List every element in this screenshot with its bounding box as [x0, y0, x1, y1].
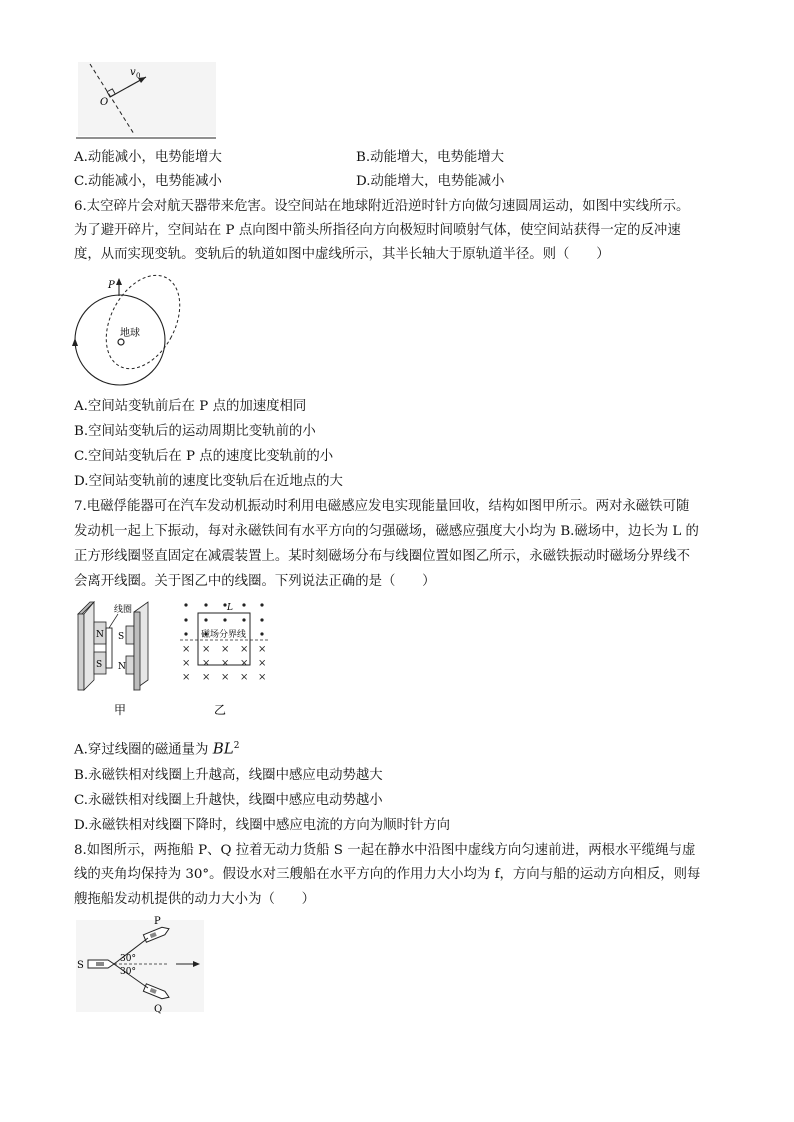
magnet-s1-label: S — [118, 632, 125, 642]
q5-option-b[interactable]: B.动能增大，电势能增大 — [356, 150, 505, 165]
svg-text:×: × — [202, 658, 211, 669]
q5-option-c[interactable]: C.动能减小，电势能减小 — [74, 174, 222, 189]
q8-stem-line-2: 线的夹角均保持为 30°。假设水对三艘船在水平方向的作用力大小均为 f，方向与船的运动方向相反，则每 — [74, 867, 701, 882]
svg-text:×: × — [182, 672, 191, 683]
q6-stem-line-1: 6.太空碎片会对航天器带来危害。设空间站在地球附近沿逆时针方向做匀速圆周运动，如图中实线所示。 — [74, 199, 690, 214]
earth-label: 地球 — [120, 328, 140, 339]
original-orbit — [75, 295, 165, 385]
figure-jia-caption: 甲 — [114, 703, 127, 717]
svg-text:×: × — [258, 658, 267, 669]
q6-stem-line-2: 为了避开碎片，空间站在 P 点向图中箭头所指径向方向极短时间喷射气体，使空间站获得一定的反冲速 — [74, 223, 681, 238]
boundary-label: 磁场分界线 — [201, 630, 247, 640]
v0-subscript: 0 — [136, 72, 141, 80]
angle-bottom-label: 30° — [120, 967, 136, 977]
magnet-n1-label: N — [96, 630, 104, 640]
svg-text:×: × — [240, 672, 249, 683]
svg-text:×: × — [240, 658, 249, 669]
point-p-label: P — [108, 280, 115, 291]
figure-jia-device — [72, 596, 172, 722]
svg-text:×: × — [221, 672, 230, 683]
q7-option-b[interactable]: B.永磁铁相对线圈上升越高，线圈中感应电动势越大 — [74, 768, 383, 783]
direction-arrow — [72, 338, 78, 346]
q5-option-a[interactable]: A.动能减小，电势能增大 — [74, 150, 222, 165]
coil — [106, 628, 112, 668]
angle-top-label: 30° — [120, 954, 136, 964]
q7-option-a-formula: BL — [212, 739, 234, 758]
tug-p-label: P — [154, 916, 161, 927]
svg-text:×: × — [240, 644, 249, 655]
svg-text:×: × — [221, 644, 230, 655]
v0-label: v — [130, 67, 136, 78]
q7-option-c[interactable]: C.永磁铁相对线圈上升越快，线圈中感应电动势越小 — [74, 793, 383, 808]
right-plate — [134, 612, 140, 690]
q7-option-a-exponent: 2 — [233, 741, 240, 751]
svg-text:×: × — [221, 658, 230, 669]
q7-option-d[interactable]: D.永磁铁相对线圈下降时，线圈中感应电流的方向为顺时针方向 — [74, 818, 451, 833]
q7-option-a[interactable] — [74, 737, 239, 759]
q7-option-a-text: A.穿过线圈的磁通量为 — [74, 742, 213, 758]
figure-yi-field — [176, 596, 276, 722]
q6-option-a[interactable]: A.空间站变轨前后在 P 点的加速度相同 — [74, 399, 307, 414]
q6-stem-line-3: 度，从而实现变轨。变轨后的轨道如图中虚线所示，其半长轴大于原轨道半径。则（ ） — [74, 247, 610, 262]
point-o-label: O — [100, 97, 109, 108]
q7-stem-line-2: 发动机一起上下振动，每对永磁铁间有水平方向的匀强磁场，磁感应强度大小均为 B.磁场中，边长为 L 的 — [74, 524, 699, 539]
tug-q-label: Q — [154, 1004, 163, 1015]
magnet-n2-label: N — [118, 662, 126, 672]
figure-tugboats — [72, 916, 212, 1016]
svg-text:×: × — [182, 658, 191, 669]
svg-text:×: × — [182, 644, 191, 655]
q6-option-c[interactable]: C.空间站变轨后在 P 点的速度比变轨前的小 — [74, 449, 334, 464]
svg-text:×: × — [258, 672, 267, 683]
svg-text:×: × — [202, 644, 211, 655]
new-orbit — [91, 270, 190, 381]
q5-option-d[interactable]: D.动能增大，电势能减小 — [356, 174, 505, 189]
magnet-s2-label: S — [96, 660, 103, 670]
q8-stem-line-3: 艘拖船发动机提供的动力大小为（ ） — [74, 892, 316, 907]
field-in-crosses — [182, 644, 266, 683]
figure-charge-velocity — [72, 60, 222, 142]
q6-option-d[interactable]: D.空间站变轨前的速度比变轨后在近地点的大 — [74, 474, 343, 489]
q7-stem-line-1: 7.电磁俘能器可在汽车发动机振动时利用电磁感应发电实现能量回收，结构如图甲所示。两对永磁铁可随 — [74, 499, 690, 514]
q7-stem-line-3: 正方形线圈竖直固定在减震装置上。某时刻磁场分布与线圈位置如图乙所示，永磁铁振动时磁场分界线不 — [74, 549, 690, 564]
ship-s-label: S — [77, 960, 84, 971]
svg-text:×: × — [258, 644, 267, 655]
coil-label: 线圈 — [114, 605, 133, 615]
q7-stem-line-4: 会离开线圈。关于图乙中的线圈。下列说法正确的是（ ） — [74, 574, 436, 589]
q8-stem-line-1: 8.如图所示，两拖船 P、Q 拉着无动力货船 S 一起在静水中沿图中虚线方向匀速前进，两根水平缆绳与虚 — [74, 843, 696, 858]
figure-orbit — [70, 270, 190, 390]
figure-yi-caption: 乙 — [214, 703, 227, 717]
svg-text:×: × — [202, 672, 211, 683]
cargo-ship-s — [88, 960, 114, 968]
left-plate — [78, 614, 84, 690]
earth-dot — [118, 339, 124, 345]
q6-option-b[interactable]: B.空间站变轨后的运动周期比变轨前的小 — [74, 424, 316, 439]
side-length-label: L — [227, 603, 233, 613]
